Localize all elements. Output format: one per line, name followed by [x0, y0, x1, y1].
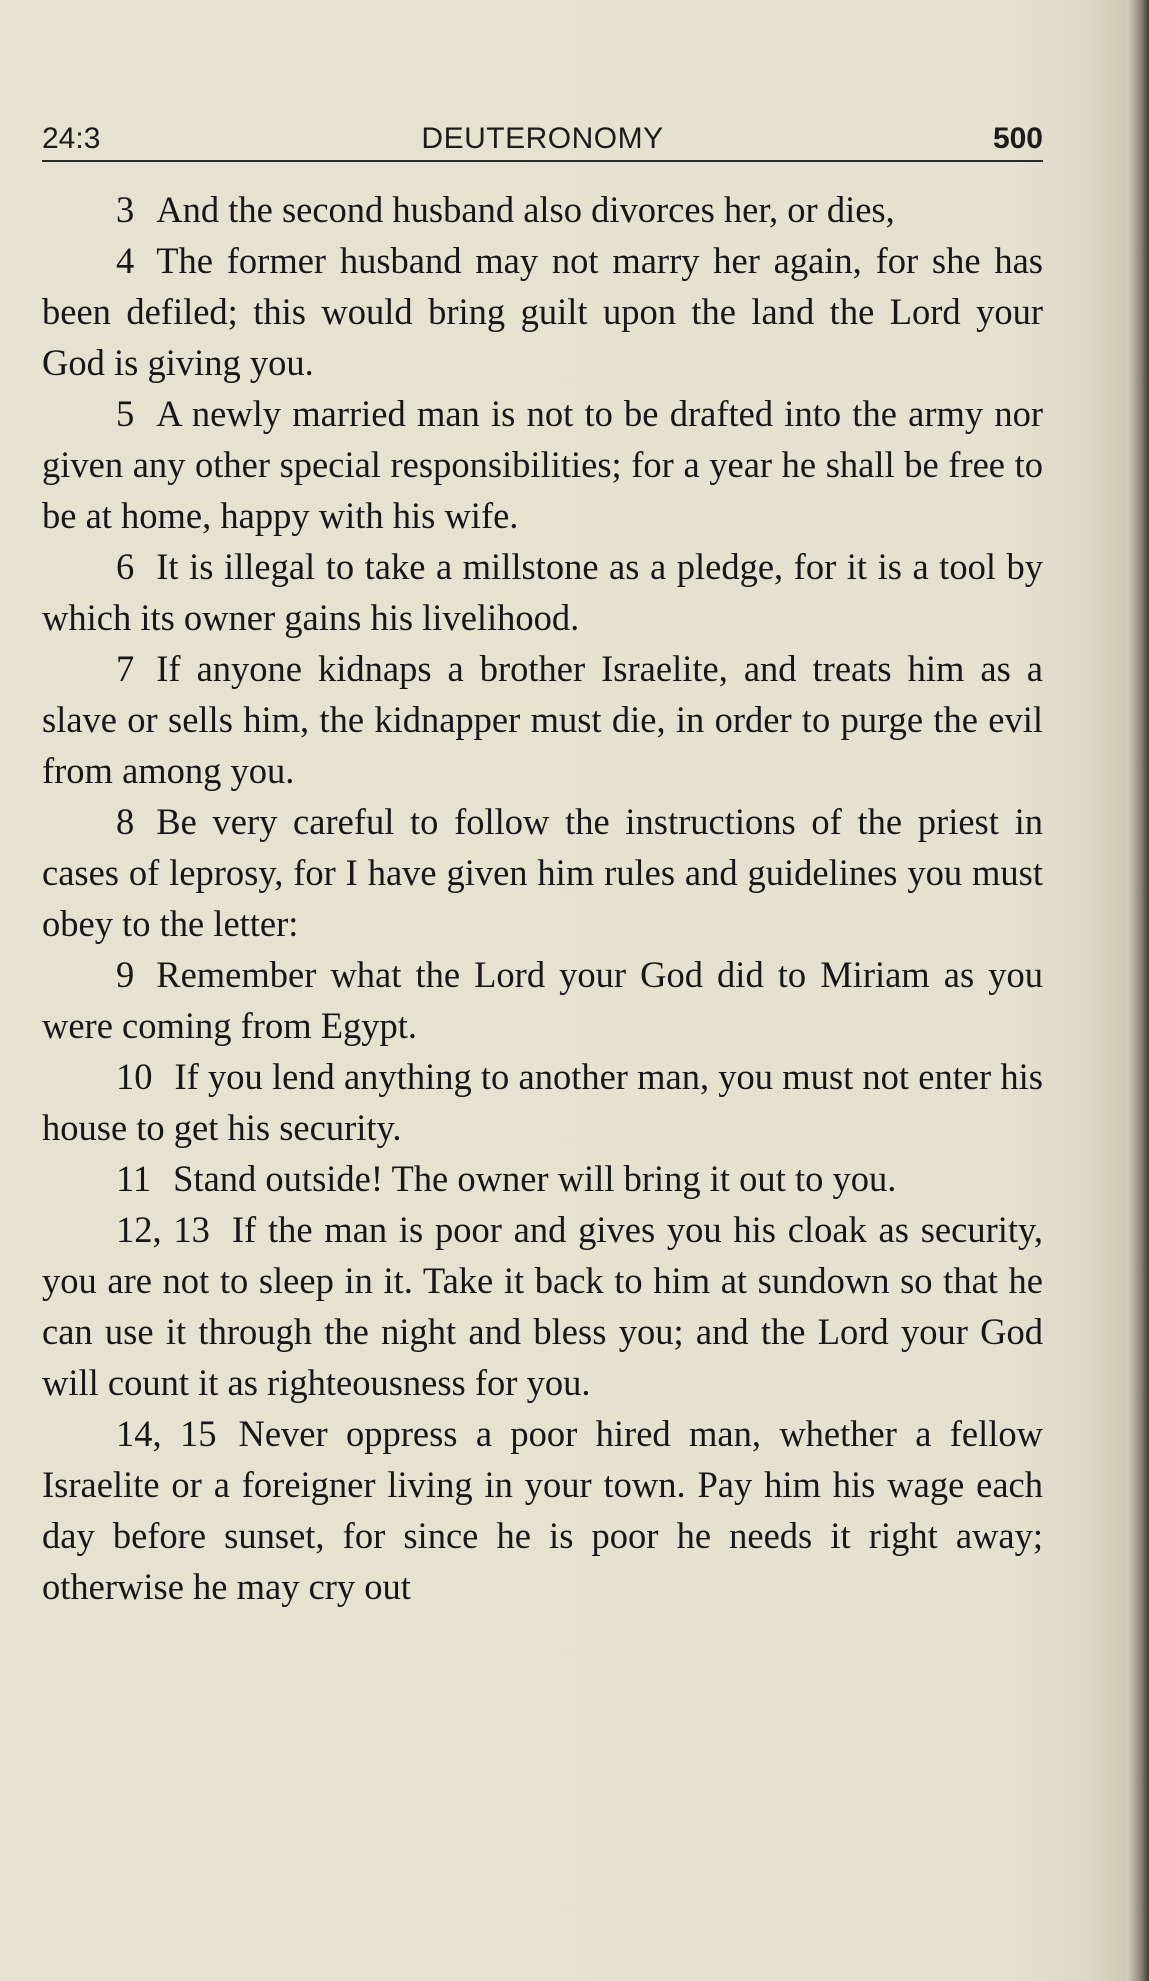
- verse-text: Stand outside! The owner will bring it out to you.: [173, 1158, 897, 1199]
- verse-paragraph: [42, 235, 1043, 388]
- verse-number: 5: [116, 393, 135, 434]
- verse-paragraph: [42, 184, 1043, 235]
- verse-paragraph: [42, 541, 1043, 643]
- header-rule: [42, 160, 1043, 162]
- verse-paragraph: [42, 643, 1043, 796]
- book-spine-shadow: [1127, 0, 1149, 1981]
- verse-paragraph: [42, 1408, 1043, 1612]
- verse-number: 10: [116, 1056, 153, 1097]
- verse-text: If you lend anything to another man, you must not enter his house to get his security.: [42, 1056, 1043, 1148]
- verse-paragraph: [42, 1051, 1043, 1153]
- verse-paragraph: [42, 796, 1043, 949]
- verse-number: 3: [116, 189, 135, 230]
- verse-paragraph: [42, 1204, 1043, 1408]
- verse-text: And the second husband also divorces her, or dies,: [156, 189, 895, 230]
- header-page-number: 500: [992, 122, 1043, 155]
- verse-text: It is illegal to take a millstone as a pledge, for it is a tool by which its owner gains his livelihood.: [42, 546, 1043, 638]
- verse-text: The former husband may not marry her again, for she has been defiled; this would bring guilt upon the land the Lord your God is giving you.: [42, 240, 1043, 383]
- verse-text: If the man is poor and gives you his cloak as security, you are not to sleep in it. Take it back to him at sundown so that he can use it through the night and bless you; and the Lord your God will count it as righteousness for you.: [42, 1209, 1044, 1403]
- verse-number: 14, 15: [116, 1413, 217, 1454]
- verse-text: A newly married man is not to be drafted into the army nor given any other special responsibilities; for a year he shall be free to be at home, happy with his wife.: [42, 393, 1043, 536]
- header-verse-reference: 24:3: [42, 122, 101, 155]
- verse-number: 9: [116, 954, 135, 995]
- verse-text: Never oppress a poor hired man, whether a fellow Israelite or a foreigner living in your town. Pay him his wage each day before sunset, for since he is poor he needs it right away; otherwise he may cry out: [42, 1413, 1044, 1607]
- header-book-title: DEUTERONOMY: [421, 122, 664, 155]
- verse-number: 12, 13: [116, 1209, 210, 1250]
- verse-number: 6: [116, 546, 135, 587]
- verse-text-block: [42, 184, 1043, 1612]
- verse-paragraph: [42, 949, 1043, 1051]
- verse-number: 8: [116, 801, 135, 842]
- verse-paragraph: [42, 388, 1043, 541]
- verse-text: If anyone kidnaps a brother Israelite, and treats him as a slave or sells him, the kidnapper must die, in order to purge the evil from among you.: [42, 648, 1043, 791]
- verse-number: 7: [116, 648, 135, 689]
- verse-number: 4: [116, 240, 135, 281]
- verse-text: Be very careful to follow the instructions of the priest in cases of leprosy, for I have given him rules and guidelines you must obey to the letter:: [42, 801, 1043, 944]
- verse-number: 11: [116, 1158, 152, 1199]
- verse-paragraph: [42, 1153, 1043, 1204]
- verse-text: Remember what the Lord your God did to Miriam as you were coming from Egypt.: [42, 954, 1043, 1046]
